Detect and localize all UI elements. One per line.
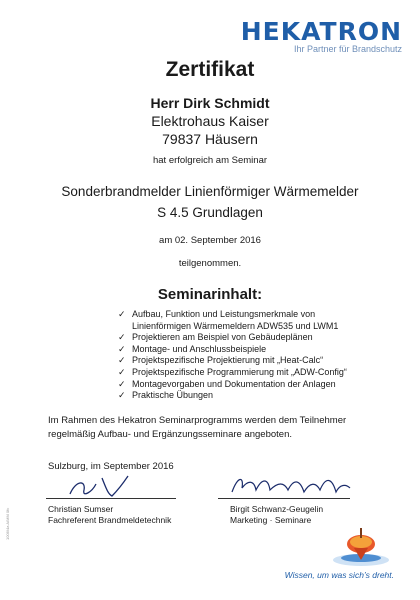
list-item: ✓ Projektieren am Beispiel von Gebäudeplänen <box>118 332 313 343</box>
certificate-title: Zertifikat <box>165 58 255 81</box>
hekatron-logo <box>241 17 402 46</box>
signer-right-role: Marketing · Seminare <box>230 514 312 525</box>
check-icon: ✓ <box>118 366 126 377</box>
spinning-top-icon <box>330 522 392 570</box>
seminar-date: am 02. September 2016 <box>159 235 261 246</box>
list-item: ✓ Praktische Übungen <box>118 390 214 401</box>
signer-left-name: Christian Sumser <box>48 504 114 514</box>
closing-paragraph: Im Rahmen des Hekatron Seminarprogramms werden dem Teilnehmer regelmäßig Aufbau- und Ergänzungsseminare angeboten. <box>48 415 347 440</box>
signature-line-left <box>46 498 176 499</box>
signature-line-right <box>218 498 350 499</box>
check-icon: ✓ <box>118 332 126 343</box>
list-item: ✓ Projektspezifische Projektierung mit „Heat-Calc“ <box>118 355 324 366</box>
document-code: 1006/4a A/MM 0fc <box>5 507 10 540</box>
content-list <box>118 309 347 402</box>
logo-tagline: Ihr Partner für Brandschutz <box>293 44 402 54</box>
participated-text: teilgenommen. <box>178 258 242 269</box>
slogan: Wissen, um was sich’s dreht. <box>284 570 394 580</box>
recipient-name: Herr Dirk Schmidt <box>150 95 270 111</box>
check-icon: ✓ <box>118 390 126 401</box>
signer-right-name: Birgit Schwanz-Geugelin <box>230 504 324 514</box>
list-item: ✓ Montagevorgaben und Dokumentation der Anlagen <box>118 378 336 389</box>
list-item: ✓ Montage- und Anschlussbeispiele <box>118 343 267 354</box>
place-date: Sulzburg, im September 2016 <box>48 461 174 472</box>
seminar-title: Sonderbrandmelder Linienförmiger Wärmemelder <box>61 184 359 199</box>
list-item: Linienförmigen Wärmemeldern ADW535 und LWM1 <box>132 320 339 331</box>
logo-brand: HEKATRON <box>240 17 402 46</box>
recipient-company: Elektrohaus Kaiser <box>151 113 269 129</box>
signer-left <box>48 504 171 525</box>
list-item: ✓ Projektspezifische Programmierung mit „ADW-Config“ <box>118 366 347 377</box>
check-icon: ✓ <box>118 309 126 319</box>
seminar-subtitle: S 4.5 Grundlagen <box>157 205 263 220</box>
check-icon: ✓ <box>118 355 126 366</box>
success-text: hat erfolgreich am Seminar <box>152 155 268 166</box>
signer-left-role: Fachreferent Brandmeldetechnik <box>48 514 172 525</box>
list-item: ✓ Aufbau, Funktion und Leistungsmerkmale von <box>118 309 316 319</box>
signer-right <box>230 504 323 525</box>
check-icon: ✓ <box>118 343 126 354</box>
check-icon: ✓ <box>118 378 126 389</box>
recipient-city: 79837 Häusern <box>162 131 258 147</box>
content-heading: Seminarinhalt: <box>157 286 263 303</box>
